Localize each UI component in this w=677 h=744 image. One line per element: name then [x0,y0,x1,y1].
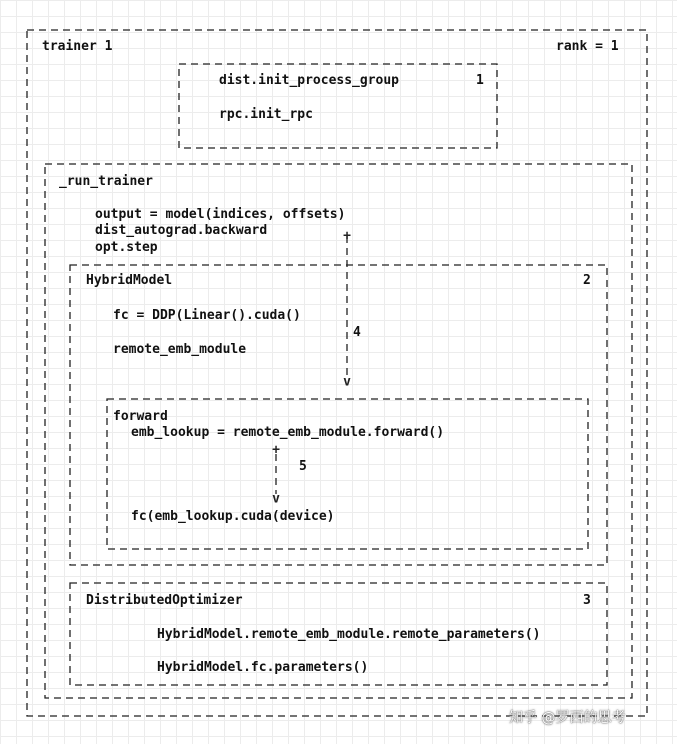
forward-title: forward [113,409,168,424]
run-trainer-title: _run_trainer [59,174,153,189]
hybrid-model-step-number: 2 [583,273,591,288]
distributed-optimizer-fc-params-line: HybridModel.fc.parameters() [157,660,369,675]
init-step-number: 1 [476,73,484,88]
run-trainer-line-opt-step: opt.step [95,240,158,255]
forward-fc-line: fc(emb_lookup.cuda(device) [131,509,335,524]
init-rpc-label: rpc.init_rpc [219,107,313,122]
arrow-4-start: + [343,228,351,244]
arrow-4-step-number: 4 [353,325,361,340]
init-process-group-label: dist.init_process_group [219,73,400,88]
watermark: 知乎 @罗西的思考 [509,710,626,726]
arrow-5-head: v [272,491,280,507]
trainer-label: trainer 1 [42,39,113,54]
run-trainer-line-backward: dist_autograd.backward [95,223,268,238]
arrow-4-head: v [343,374,351,390]
run-trainer-line-output: output = model(indices, offsets) [95,207,346,222]
hybrid-model-title: HybridModel [86,273,173,288]
forward-emb-lookup-line: emb_lookup = remote_emb_module.forward() [131,425,445,440]
distributed-optimizer-title: DistributedOptimizer [86,593,243,608]
distributed-optimizer-step-number: 3 [583,593,591,608]
arrow-5-step-number: 5 [299,459,307,474]
forward-box [107,399,588,549]
arrow-5-start: + [272,442,280,458]
distributed-optimizer-remote-params-line: HybridModel.remote_emb_module.remote_parameters() [157,627,541,642]
rank-label: rank = 1 [556,39,619,54]
hybrid-model-remote-emb-line: remote_emb_module [113,342,247,357]
hybrid-model-fc-line: fc = DDP(Linear().cuda() [113,308,301,323]
trainer-box [27,30,647,716]
